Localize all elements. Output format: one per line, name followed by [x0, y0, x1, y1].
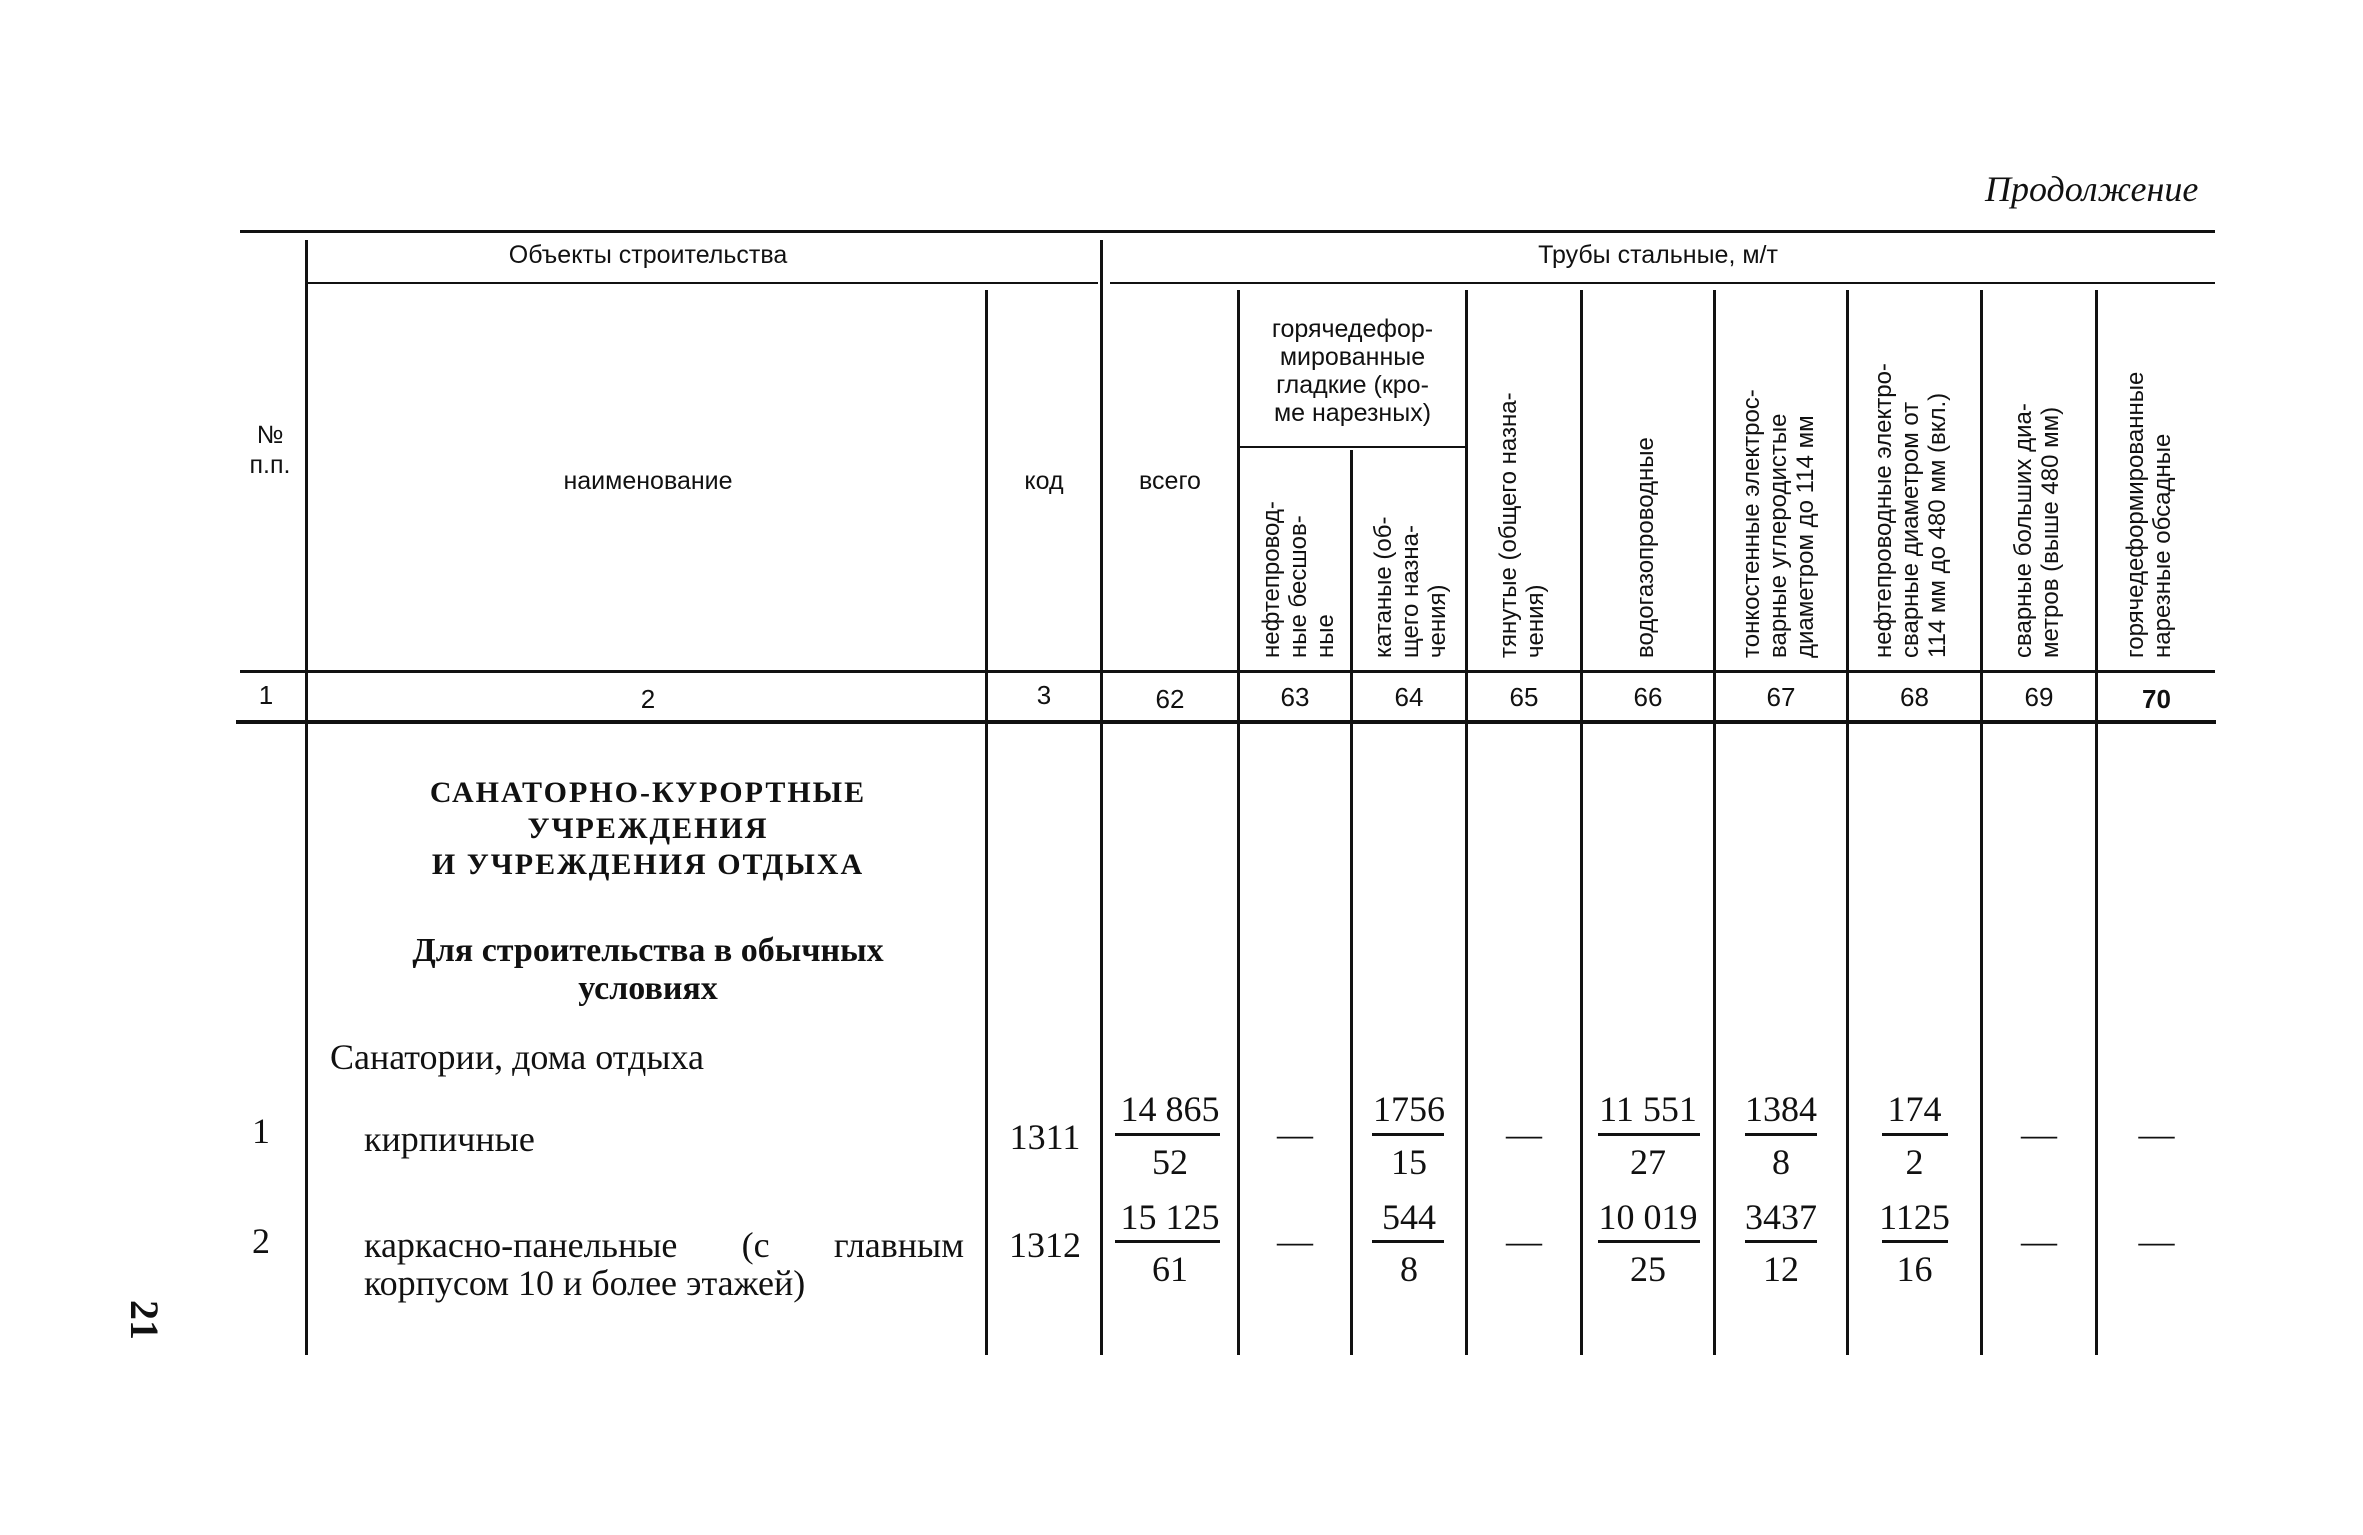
- row-code: 1311: [1009, 1117, 1081, 1157]
- colnum-70: 70: [2142, 684, 2171, 714]
- col-65-header: тянутые (общего назна- чения): [1495, 392, 1549, 658]
- cell-69-dash: —: [2021, 1114, 2057, 1154]
- colnum-68: 68: [1900, 682, 1929, 712]
- fraction-bottom: 8: [1400, 1249, 1418, 1289]
- fraction-top: 10 019: [1598, 1197, 1698, 1237]
- cell-65-dash: —: [1506, 1114, 1542, 1154]
- fraction-bottom: 25: [1630, 1249, 1666, 1289]
- colnum-67: 67: [1766, 682, 1796, 712]
- row-name: кирпичные: [364, 1119, 535, 1159]
- fraction-top: 1125: [1879, 1197, 1950, 1237]
- fraction-bottom: 12: [1763, 1249, 1799, 1289]
- colnum-69: 69: [2024, 682, 2054, 712]
- section-subtitle: Для строительства в обычных условиях: [412, 932, 884, 1007]
- cell-70-dash: —: [2138, 1114, 2175, 1154]
- colnum-66: 66: [1633, 682, 1663, 712]
- hot-deformed-group-header: горячедефор- мированные гладкие (кро- ме нарезных): [1271, 315, 1434, 427]
- col-63-header: нефтепровод- ные бесшов- ные: [1258, 501, 1339, 658]
- pipes-group-header: Трубы стальные, м/т: [1538, 241, 1778, 269]
- row-number: 2: [252, 1221, 270, 1261]
- col-64-header: катаные (об- щего назна- чения): [1370, 516, 1451, 658]
- col-66-header: водогазопроводные: [1632, 437, 1659, 658]
- section-title: САНАТОРНО-КУРОРТНЫЕ УЧРЕЖДЕНИЯ И УЧРЕЖДЕНИЯ ОТДЫХА: [429, 776, 867, 881]
- fraction-bottom: 15: [1391, 1142, 1427, 1182]
- fraction-bottom: 2: [1905, 1142, 1924, 1182]
- objects-group-header: Объекты строительства: [508, 241, 788, 269]
- fraction-top: 14 865: [1120, 1089, 1220, 1129]
- fraction-top: 11 551: [1599, 1089, 1697, 1129]
- colnum-3: 3: [1036, 680, 1052, 710]
- col-69-header: сварные больших диа- метров (выше 480 мм): [2010, 403, 2064, 658]
- col-no-header: № п.п.: [249, 421, 291, 479]
- row-number: 1: [252, 1111, 270, 1151]
- fraction-top: 1756: [1373, 1089, 1445, 1129]
- fraction-top: 544: [1382, 1197, 1436, 1237]
- cell-70-dash: —: [2138, 1221, 2175, 1261]
- fraction-top: 15 125: [1120, 1197, 1220, 1237]
- col-total-header: всего: [1139, 467, 1201, 495]
- col-name-header: наименование: [563, 467, 733, 495]
- fraction-bottom: 27: [1630, 1142, 1666, 1182]
- cell-63-dash: —: [1277, 1114, 1313, 1154]
- cell-69-dash: —: [2021, 1221, 2057, 1261]
- cell-65-dash: —: [1506, 1221, 1542, 1261]
- row-code: 1312: [1009, 1225, 1081, 1265]
- colnum-64: 64: [1394, 682, 1424, 712]
- cell-63-dash: —: [1277, 1221, 1313, 1261]
- group-heading: Санатории, дома отдыха: [330, 1037, 705, 1077]
- colnum-65: 65: [1509, 682, 1539, 712]
- col-70-header: горячедеформированные нарезные обсадные: [2122, 371, 2176, 658]
- fraction-top: 1384: [1745, 1089, 1817, 1129]
- fraction-bottom: 16: [1896, 1249, 1933, 1289]
- colnum-63: 63: [1280, 682, 1310, 712]
- colnum-2: 2: [640, 684, 656, 714]
- row-name: каркасно-панельные (с главным корпусом 10 и более этажей): [364, 1225, 964, 1303]
- fraction-top: 3437: [1745, 1197, 1817, 1237]
- continuation-label: Продолжение: [1985, 169, 2199, 209]
- page-number: 21: [122, 1300, 167, 1340]
- col-67-header: тонкостенные электрос- варные углеродистые диаметром до 114 мм: [1738, 389, 1819, 658]
- fraction-bottom: 52: [1152, 1142, 1188, 1182]
- fraction-bottom: 8: [1772, 1142, 1790, 1182]
- col-68-header: нефтепроводные электро- сварные диаметром от 114 мм до 480 мм (вкл.): [1870, 363, 1951, 658]
- colnum-62: 62: [1155, 684, 1185, 714]
- colnum-1: 1: [258, 680, 274, 710]
- fraction-top: 174: [1887, 1089, 1942, 1129]
- col-code-header: код: [1024, 467, 1064, 495]
- fraction-bottom: 61: [1152, 1249, 1188, 1289]
